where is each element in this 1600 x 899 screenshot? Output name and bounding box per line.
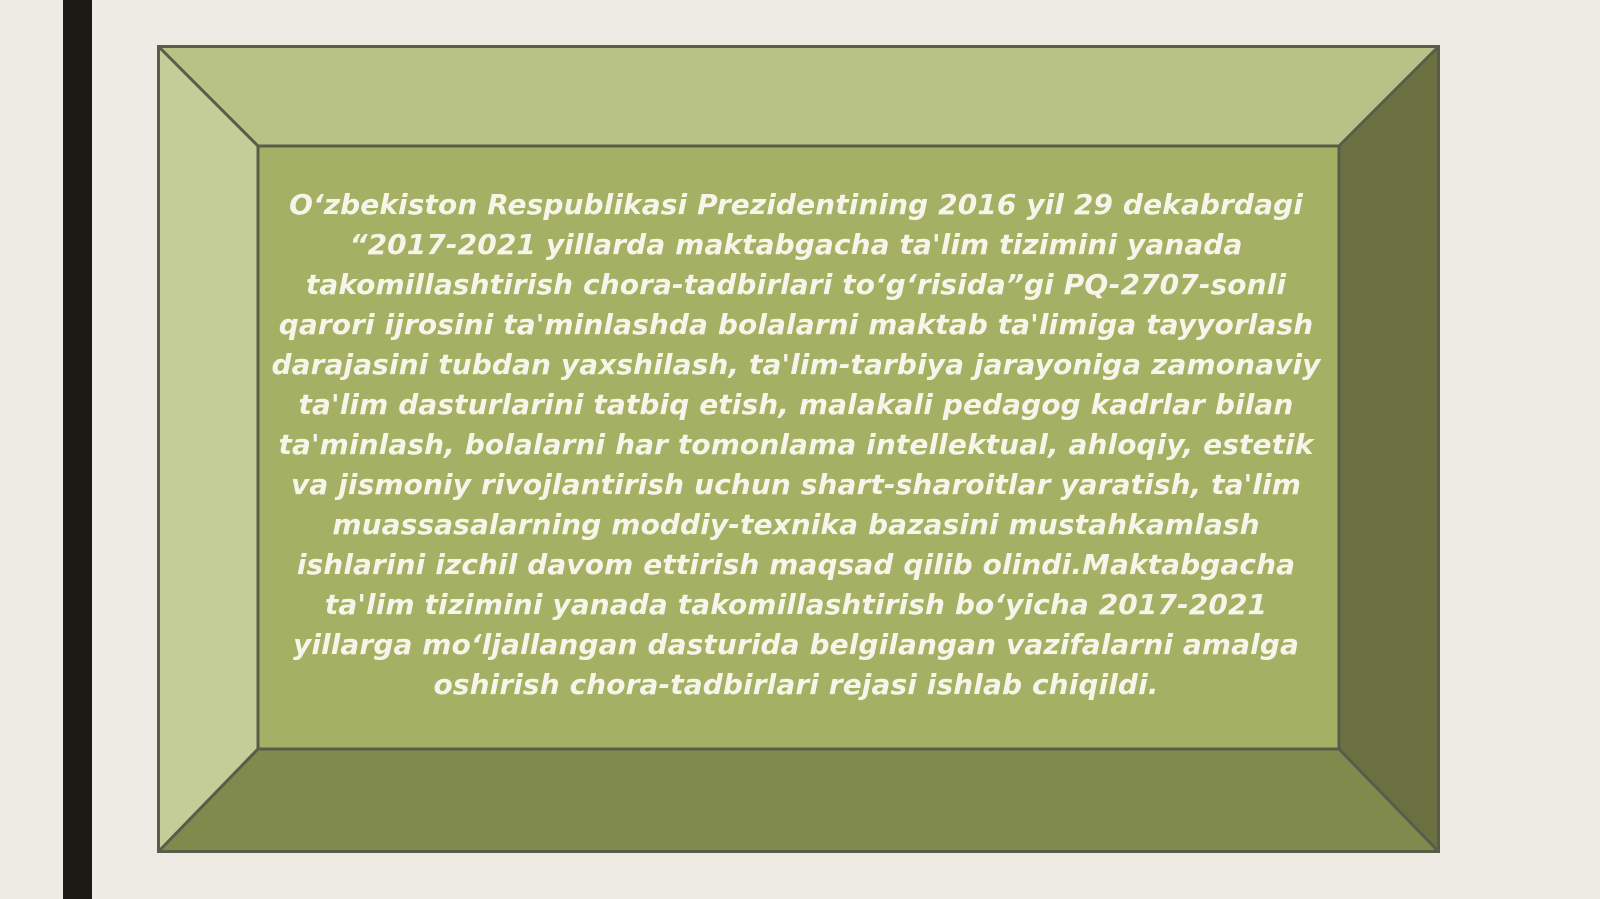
panel-text-container bbox=[268, 148, 1324, 742]
panel-body-text: O‘zbekiston Respublikasi Prezidentining 2016 yil 29 dekabrdagi “2017-2021 yillarda maktabgacha ta'lim tizimini yanada takomillashtirish chora-tadbirlari to‘g‘risida”gi PQ-2707-sonli qarori ijrosini ta'minlashda bolalarni maktab ta'limiga tayyorlash darajasini tubdan yaxshilash, ta'lim-tarbiya jarayoniga zamonaviy ta'lim dasturlarini tatbiq etish, malakali pedagog kadrlar bilan ta'minlash, bolalarni har tomonlama intellektual, ahloqiy, estetik va jismoniy rivojlantirish uchun shart-sharoitlar yaratish, ta'lim muassasalarning moddiy-texnika bazasini mustahkamlash ishlarini izchil davom ettirish maqsad qilib olindi.Maktabgacha ta'lim tizimini yanada takomillashtirish bo‘yicha 2017-2021 yillarga mo‘ljallangan dasturida belgilangan vazifalarni amalga oshirish chora-tadbirlari rejasi ishlab chiqildi. bbox=[271, 188, 1321, 701]
bevel-bottom bbox=[157, 749, 1440, 853]
left-accent-bar bbox=[63, 0, 92, 899]
bevel-left bbox=[157, 45, 258, 853]
bevel-top bbox=[157, 45, 1440, 146]
bevel-right bbox=[1339, 45, 1440, 853]
